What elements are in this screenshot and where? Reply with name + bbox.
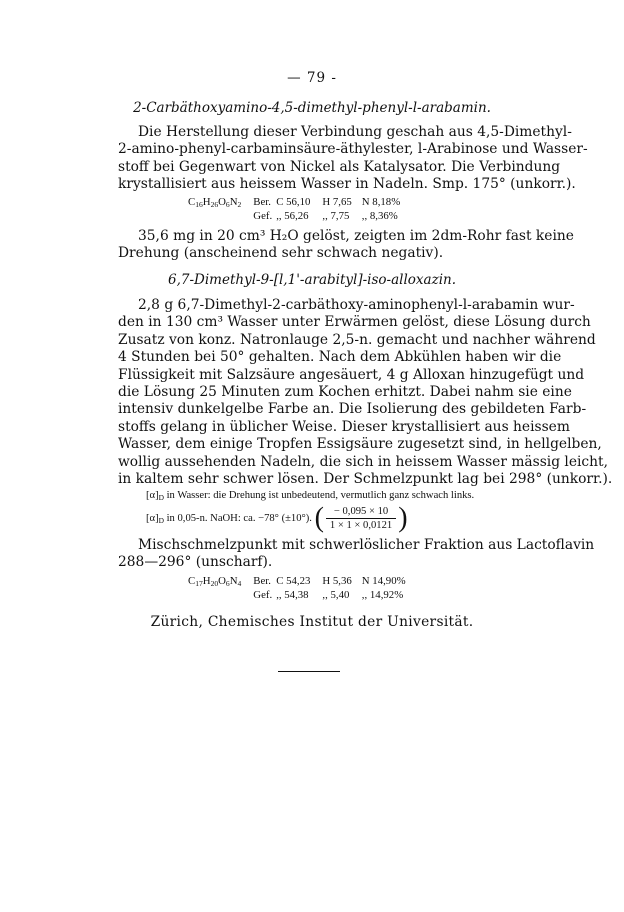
paragraph-2 <box>118 297 613 488</box>
fraction-denominator: 1 × 1 × 0,0121 <box>329 520 393 532</box>
analysis-label: Ber. <box>253 575 271 587</box>
page-number: — 79 - <box>287 70 337 86</box>
analysis-h: H 7,65 <box>322 196 352 208</box>
left-paren: ( <box>314 502 324 534</box>
paragraph-mixed-melting <box>118 537 595 572</box>
paragraph-1 <box>118 124 588 194</box>
text-line: Mischschmelzpunkt mit schwerlöslicher Fraktion aus Lactoflavin <box>138 537 595 553</box>
analysis-h: ,, 5,40 <box>322 589 350 601</box>
rotation-note-water: $[\alpha]_D$ in Wasser: die Drehung ist unbedeutend, vermutlich ganz schwach links. <box>146 490 475 502</box>
analysis-c: C 54,23 <box>276 575 311 587</box>
analysis-n: N 14,90% <box>361 575 406 587</box>
text-line: Drehung (anscheinend sehr schwach negativ). <box>118 245 444 262</box>
analysis-c: C 56,10 <box>276 196 311 208</box>
text-line: Zusatz von konz. Natronlauge 2,5-n. gemacht und nachher während <box>118 331 596 348</box>
text-line: 288—296° (unscharf). <box>118 554 273 571</box>
elemental-analysis-2 <box>188 574 410 602</box>
institution-signature: Zürich, Chemisches Institut der Universität. <box>150 614 474 630</box>
text-line: stoff bei Gegenwart von Nickel als Katalysator. Die Verbindung <box>118 158 561 175</box>
fraction-numerator: − 0,095 × 10 <box>326 505 396 519</box>
molecular-formula: $C_{17}H_{20}O_6N_4$ <box>188 575 242 588</box>
text-line: krystallisiert aus heissem Wasser in Nadeln. Smp. 175° (unkorr.). <box>118 176 576 193</box>
text-line: Die Herstellung dieser Verbindung geschah aus 4,5-Dimethyl- <box>138 124 572 140</box>
section-title-1: 2-Carbäthoxyamino-4,5-dimethyl-phenyl-l-arabamin. <box>133 100 491 116</box>
rotation-fraction <box>326 505 396 532</box>
paragraph-rotation <box>118 228 574 263</box>
text-line: stoffs gelang in üblicher Weise. Dieser krystallisiert aus heissem <box>118 418 570 435</box>
rotation-note-prefix: $[\alpha]_D$ in 0,05-n. NaOH: ca. −78° (±10°). <box>146 513 312 525</box>
analysis-label: Gef. <box>253 210 273 222</box>
rotation-note-naoh <box>146 504 408 534</box>
analysis-label: Gef. <box>253 589 273 601</box>
text-line: 2-amino-phenyl-carbaminsäure-äthylester, l-Arabinose und Wasser- <box>118 141 588 158</box>
text-line: die Lösung 25 Minuten zum Kochen erhitzt. Dabei nahm sie eine <box>118 384 572 401</box>
analysis-c: ,, 54,38 <box>276 589 309 601</box>
analysis-n: ,, 8,36% <box>361 210 398 222</box>
text-line: wollig aussehenden Nadeln, die sich in heissem Wasser mässig leicht, <box>118 453 608 470</box>
analysis-label: Ber. <box>253 196 271 208</box>
text-line: intensiv dunkelgelbe Farbe an. Die Isolierung des gebildeten Farb- <box>118 401 587 418</box>
molecular-formula: $C_{16}H_{26}O_6N_2$ <box>188 196 242 209</box>
section-title-2: 6,7-Dimethyl-9-[l,1'-arabityl]-iso-alloxazin. <box>167 272 456 288</box>
text-line: in kaltem sehr schwer lösen. Der Schmelzpunkt lag bei 298° (unkorr.). <box>118 471 613 488</box>
analysis-h: ,, 7,75 <box>322 210 350 222</box>
text-line: Flüssigkeit mit Salzsäure angesäuert, 4 g Alloxan hinzugefügt und <box>118 366 585 383</box>
text-line: 35,6 mg in 20 cm³ H₂O gelöst, zeigten im 2dm-Rohr fast keine <box>138 228 574 244</box>
text-line: den in 130 cm³ Wasser unter Erwärmen gelöst, diese Lösung durch <box>118 314 591 331</box>
analysis-c: ,, 56,26 <box>276 210 309 222</box>
text-line: 4 Stunden bei 50° gehalten. Nach dem Abkühlen haben wir die <box>118 349 562 366</box>
analysis-n: N 8,18% <box>361 196 401 208</box>
closing-rule <box>278 671 340 672</box>
analysis-h: H 5,36 <box>322 575 352 587</box>
right-paren: ) <box>398 502 408 534</box>
text-line: Wasser, dem einige Tropfen Essigsäure zugesetzt sind, in hellgelben, <box>118 436 602 453</box>
analysis-n: ,, 14,92% <box>361 589 404 601</box>
text-line: 2,8 g 6,7-Dimethyl-2-carbäthoxy-aminophenyl-l-arabamin wur- <box>138 297 575 313</box>
elemental-analysis-1 <box>188 195 404 223</box>
